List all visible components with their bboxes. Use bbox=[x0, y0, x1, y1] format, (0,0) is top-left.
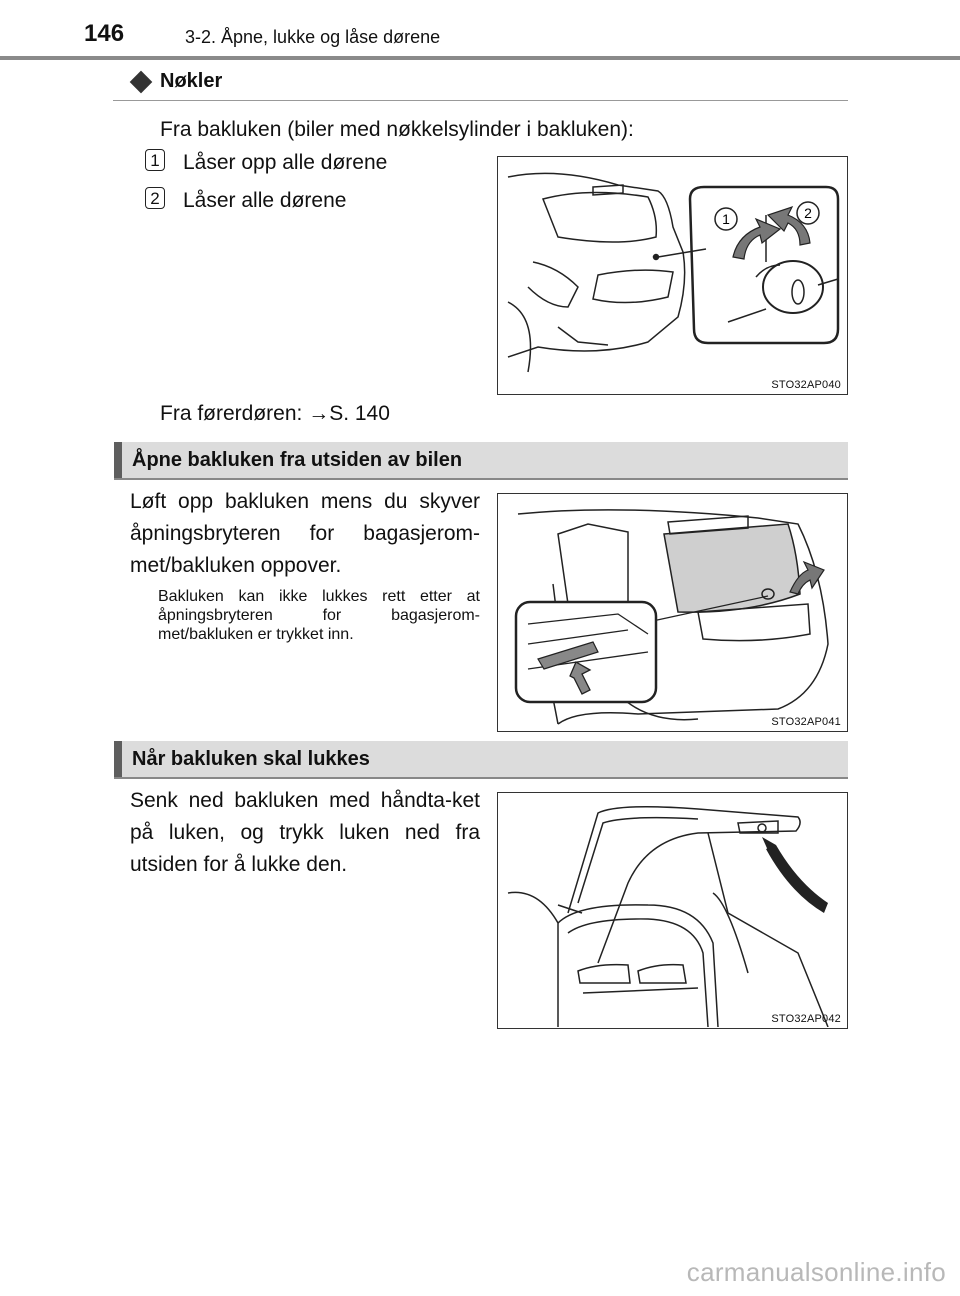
open-section-heading: Åpne bakluken fra utsiden av bilen bbox=[132, 449, 463, 471]
open-section-body: Løft opp bakluken mens du skyver åpningsbryteren for bagasjerom-met/bakluken oppover. bbox=[130, 490, 480, 577]
figure-code: STO32AP042 bbox=[771, 1013, 841, 1025]
step-badge-1: 1 bbox=[145, 149, 165, 171]
open-section-bar bbox=[114, 442, 848, 480]
step-text-1: Låser opp alle dørene bbox=[183, 151, 388, 174]
figure-code: STO32AP040 bbox=[771, 379, 841, 391]
open-section-note: Bakluken kan ikke lukkes rett etter at åpningsbryteren for bagasjerom-met/bakluken er trykket inn. bbox=[158, 588, 480, 643]
tailgate-switch-figure bbox=[497, 493, 848, 732]
driver-door-reference: Fra førerdøren: →S. 140 bbox=[160, 402, 390, 425]
figure-code: STO32AP041 bbox=[771, 716, 841, 728]
close-section-heading: Når bakluken skal lukkes bbox=[132, 748, 370, 770]
close-section-bar bbox=[114, 741, 848, 779]
open-tailgate-illustration bbox=[498, 793, 846, 1027]
keys-heading: Nøkler bbox=[160, 70, 223, 92]
close-section-body: Senk ned bakluken med håndta-ket på luken, og trykk luken ned fra utsiden for å lukke den. bbox=[130, 789, 480, 876]
callout-2-label: 2 bbox=[804, 205, 812, 221]
page-number: 146 bbox=[84, 20, 125, 47]
callout-1-label: 1 bbox=[722, 211, 730, 227]
key-cylinder-figure bbox=[497, 156, 848, 395]
step-badge-2: 2 bbox=[145, 187, 165, 209]
rear-car-key-illustration bbox=[498, 157, 846, 393]
header-section-title: 3-2. Åpne, lukke og låse dørene bbox=[185, 27, 441, 47]
tailgate-switch-illustration bbox=[498, 494, 846, 730]
section-accent bbox=[114, 442, 122, 478]
watermark: carmanualsonline.info bbox=[686, 1257, 946, 1287]
header-divider bbox=[0, 56, 960, 60]
step-text-2: Låser alle dørene bbox=[183, 189, 347, 212]
keys-heading-rule bbox=[113, 100, 848, 101]
diamond-bullet-icon bbox=[130, 71, 153, 94]
section-accent bbox=[114, 741, 122, 777]
keys-intro: Fra bakluken (biler med nøkkelsylinder i bakluken): bbox=[160, 118, 634, 141]
tailgate-close-figure bbox=[497, 792, 848, 1029]
